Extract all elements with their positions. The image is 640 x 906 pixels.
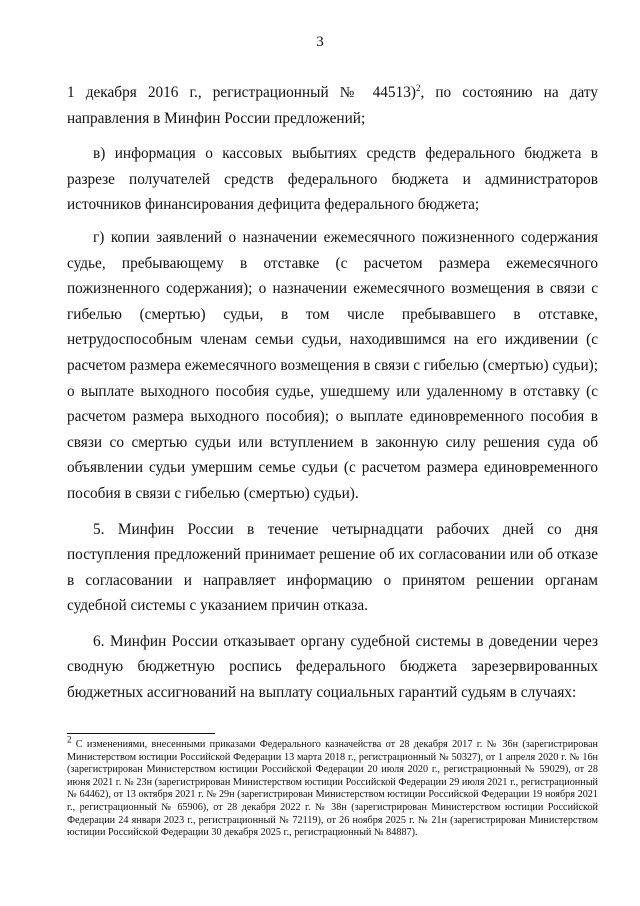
paragraph-clause-5: 5. Минфин России в течение четырнадцати рабочих дней со дня поступления предложений принимает решение об их согласовании или об отказе в согласовании и направляет информацию о принятом решении органам судебной системы с указанием причин отказа.: [67, 520, 598, 615]
paragraph-intro-text-end: , по состоянию на дату направления в Минфин России предложений;: [67, 84, 598, 127]
paragraph-intro: [67, 80, 598, 131]
paragraph-clause-6: 6. Минфин России отказывает органу судебной системы в доведении через сводную бюджетную роспись федерального бюджета зарезервированных бюджетных ассигнований на выплату социальных гарантий судьям в случаях:: [67, 632, 598, 702]
footnote-separator: [67, 733, 215, 734]
paragraph-item-g: г) копии заявлений о назначении ежемесячного пожизненного содержания судье, пребывающему в отставке (с расчетом размера ежемесячного пожизненного содержания); о назначении ежемесячного возмещения в связи с гибелью (смертью) судьи, в том числе пребывавшего в отставке, нетрудоспособным членам семьи судьи, находившимся на его иждивении (с расчетом размера ежемесячного возмещения в связи с гибелью (смертью) судьи); о выплате выходного пособия судье, ушедшему или удаленному в отставку (с расчетом размера выходного пособия); о выплате единовременного пособия в связи со смертью судьи или вступлением в законную силу решения суда об объявлении судьи умершим семье судьи (с расчетом размера единовременного пособия в связи с гибелью (смертью) судьи).: [67, 228, 598, 502]
footnote-reference: 2: [415, 82, 421, 93]
paragraph-intro-text-start: 1 декабря 2016 г., регистрационный № 44513): [67, 84, 416, 101]
page-number: 3: [316, 34, 324, 50]
document-body: [67, 80, 598, 706]
paragraph-item-v: в) информация о кассовых выбытиях средств федерального бюджета в разрезе получателей средств федерального бюджета и администраторов источников финансирования дефицита федерального бюджета;: [67, 145, 598, 214]
footnote: [67, 734, 598, 840]
footnote-text: С изменениями, внесенными приказами Федерального казначейства от 28 декабря 2017 г. № 36н (зарегистрирован Министерством юстиции Российской Федерации 13 марта 2018 г., регистрационный № 50327), от 1 апреля 2020 г. № 16н (зарегистрирован Министерством юстиции Российской Федерации 20 июля 2020 г., регистрационный № 59029), от 28 июня 2021 г. № 23н (зарегистрирован Министерством юстиции Российской Федерации 29 июля 2021 г., регистрационный № 64462), от 13 октября 2021 г. № 29н (зарегистрирован Министерством юстиции Российской Федерации 19 ноября 2021 г., регистрационный № 65906), от 28 декабря 2022 г. № 38н (зарегистрирован Министерством юстиции Российской Федерации 24 января 2023 г., регистрационный № 72119), от 26 ноября 2025 г. № 21н (зарегистрирован Министерством юстиции Российской Федерации 30 декабря 2025 г., регистрационный № 84887).: [67, 739, 598, 839]
footnote-marker: 2: [67, 734, 72, 745]
